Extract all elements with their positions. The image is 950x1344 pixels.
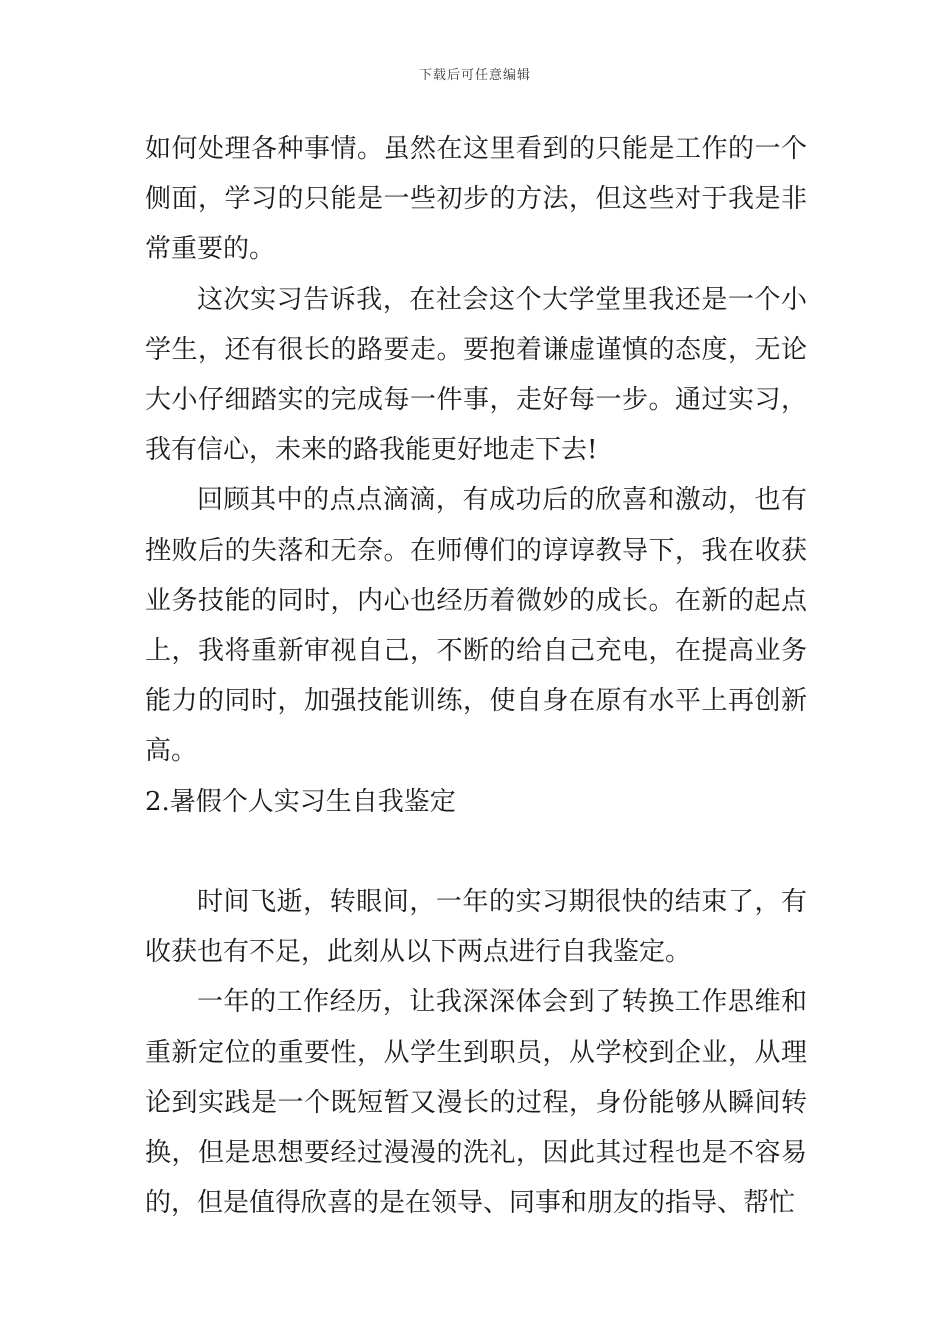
page-header: 下载后可任意编辑 [418,68,531,83]
document-body [145,124,807,1228]
section-heading: 2.暑假个人实习生自我鉴定 [145,786,456,817]
paragraph-internship-lesson: 这次实习告诉我，在社会这个大学堂里我还是一个小学生，还有很长的路要走。要抱着谦虚谨慎的态度，无论大小仔细踏实的完成每一件事，走好每一步。通过实习，我有信心，未来的路我能更好地走下去! [145,284,807,466]
paragraph-reflection: 回顾其中的点点滴滴，有成功后的欣喜和激动，也有挫败后的失落和无奈。在师傅们的谆谆教导下，我在收获业务技能的同时，内心也经历着微妙的成长。在新的起点上，我将重新审视自己，不断的给自己充电，在提高业务能力的同时，加强技能训练，使自身在原有水平上再创新高。 [145,485,807,767]
blank-line [145,827,807,877]
paragraph-time-flies: 时间飞逝，转眼间，一年的实习期很快的结束了，有收获也有不足，此刻从以下两点进行自我鉴定。 [145,887,807,968]
paragraph-continued: 如何处理各种事情。虽然在这里看到的只能是工作的一个侧面，学习的只能是一些初步的方法，但这些对于我是非常重要的。 [145,134,807,265]
paragraph-work-experience: 一年的工作经历，让我深深体会到了转换工作思维和重新定位的重要性，从学生到职员，从学校到企业，从理论到实践是一个既短暂又漫长的过程，身份能够从瞬间转换，但是思想要经过漫漫的洗礼，因此其过程也是不容易的，但是值得欣喜的是在领导、同事和朋友的指导、帮忙 [145,987,807,1219]
